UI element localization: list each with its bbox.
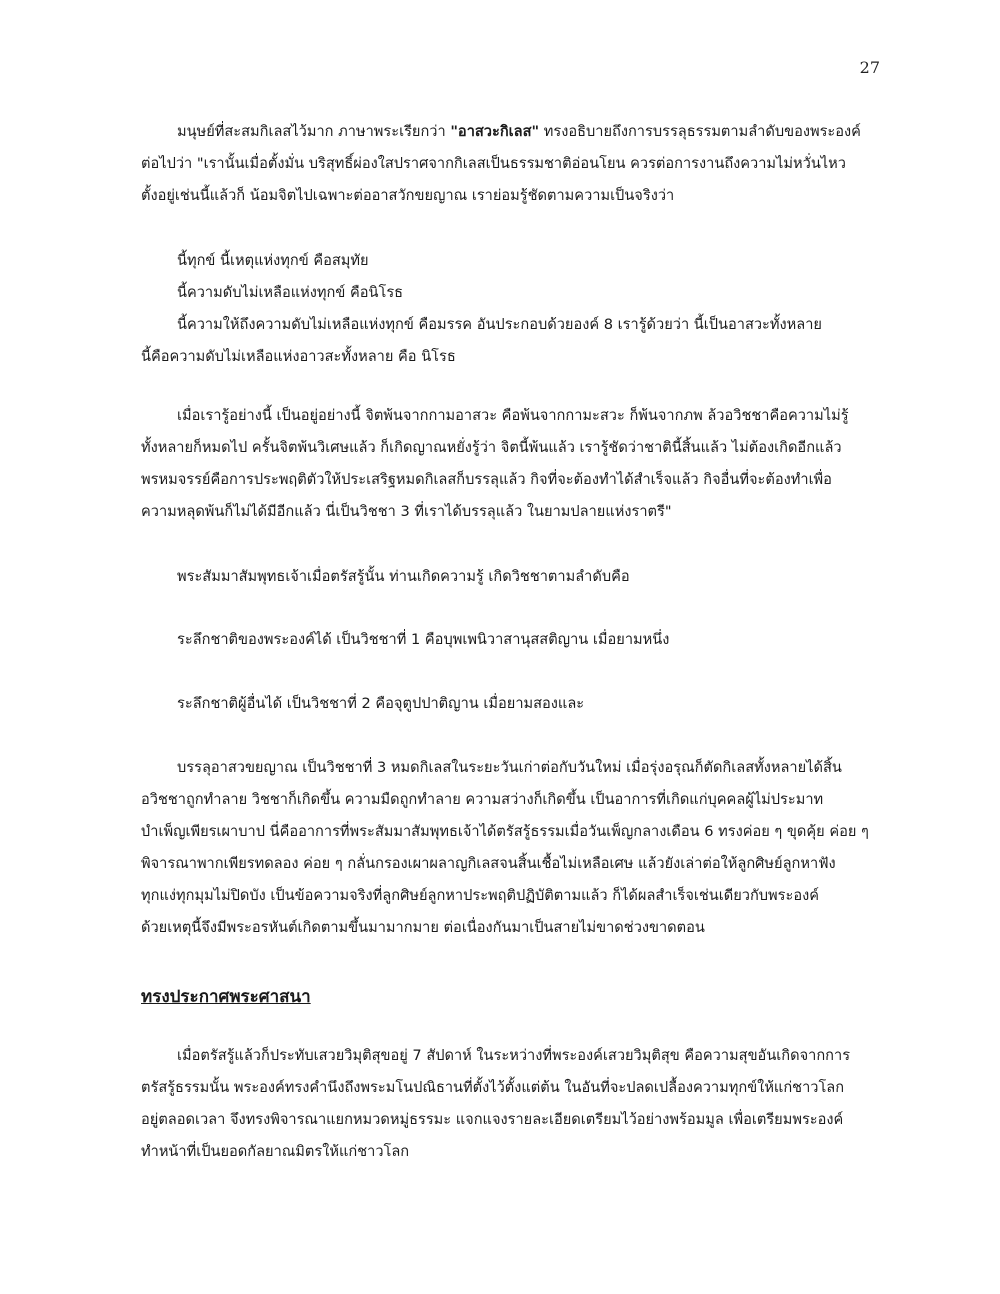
section-2-paragraph-line-3: อยู่ตลอดเวลา จึงทรงพิจารณาแยกหมวดหมู่ธรรมะ แจกแจงรายละเอียดเตรียมไว้อย่างพร้อมมูล เพื่อเตรียมพระองค์ — [141, 1111, 844, 1128]
section-2-paragraph-line-1: เมื่อตรัสรู้แล้วก็ประทับเสวยวิมุติสุขอยู่ 7 สัปดาห์ ในระหว่างที่พระองค์เสวยวิมุติสุข คือความสุขอันเกิดจากการ — [177, 1047, 851, 1064]
paragraph-2-line-1: นี้ทุกข์ นี้เหตุแห่งทุกข์ คือสมุทัย — [177, 252, 369, 269]
page-number: 27 — [859, 58, 880, 77]
paragraph-2-line-3: นี้ความให้ถึงความดับไม่เหลือแห่งทุกข์ คือมรรค อันประกอบด้วยองค์ 8 เรารู้ด้วยว่า นี้เป็นอาสวะทั้งหลาย — [177, 316, 822, 333]
paragraph-5: ระลึกชาติของพระองค์ได้ เป็นวิชชาที่ 1 คือบุพเพนิวาสานุสสติญาน เมื่อยามหนึ่ง — [177, 631, 670, 648]
paragraph-3-line-1: เมื่อเรารู้อย่างนี้ เป็นอยู่อย่างนี้ จิตพ้นจากกามอาสวะ คือพ้นจากกามะสวะ ก็พ้นจากภพ ล้วอวิชชาคือความไม่รู้ — [177, 407, 849, 424]
paragraph-6: ระลึกชาติผู้อื่นได้ เป็นวิชชาที่ 2 คือจุตูปปาติญาน เมื่อยามสองและ — [177, 695, 585, 712]
paragraph-7-line-2: อวิชชาถูกทำลาย วิชชาก็เกิดขึ้น ความมืดถูกทำลาย ความสว่างก็เกิดขึ้น เป็นอาการที่เกิดแก่บุคคลผู้ไม่ประมาท — [141, 791, 824, 808]
term-asava-kilesa: "อาสวะกิเลส" — [450, 123, 540, 140]
paragraph-7-line-4: พิจารณาพากเพียรทดลอง ค่อย ๆ กลั่นกรองเผาผลาญกิเลสจนสิ้นเชื้อไม่เหลือเศษ แล้วยังเล่าต่อให้ลูกศิษย์ลูกหาฟัง — [141, 855, 836, 872]
paragraph-7-line-6: ด้วยเหตุนี้จึงมีพระอรหันต์เกิดตามขึ้นมามากมาย ต่อเนื่องกันมาเป็นสายไม่ขาดช่วงขาดตอน — [141, 919, 705, 936]
paragraph-7-line-5: ทุกแง่ทุกมุมไม่ปิดบัง เป็นข้อความจริงที่ลูกศิษย์ลูกหาประพฤติปฏิบัติตามแล้ว ก็ได้ผลสำเร็จเช่นเดียวกับพระองค์ — [141, 887, 820, 904]
paragraph-2-line-4: นี้คือความดับไม่เหลือแห่งอาวสะทั้งหลาย คือ นิโรธ — [141, 348, 456, 365]
paragraph-1-line-3: ตั้งอยู่เช่นนี้แล้วก็ น้อมจิตไปเฉพาะต่ออาสวักขยญาณ เราย่อมรู้ชัดตามความเป็นจริงว่า — [141, 187, 675, 204]
paragraph-7-line-1: บรรลุอาสวขยญาณ เป็นวิชชาที่ 3 หมดกิเลสในระยะวันเก่าต่อกับวันใหม่ เมื่อรุ่งอรุณก็ตัดกิเลสทั้งหลายได้สิ้น — [177, 759, 842, 776]
paragraph-3-line-3: พรหมจรรย์คือการประพฤติตัวให้ประเสริฐหมดกิเลสก็บรรลุแล้ว กิจที่จะต้องทำได้สำเร็จแล้ว กิจอื่นที่จะต้องทำเพื่อ — [141, 471, 832, 488]
paragraph-1-line-2: ต่อไปว่า "เรานั้นเมื่อตั้งมั่น บริสุทธิ์ผ่องใสปราศจากกิเลสเป็นธรรมชาติอ่อนโยน ควรต่อการงานถึงความไม่หวั่นไหว — [141, 155, 846, 172]
section-heading: ทรงประกาศพระศาสนา — [141, 987, 311, 1007]
paragraph-2-line-2: นี้ความดับไม่เหลือแห่งทุกข์ คือนิโรธ — [177, 284, 404, 301]
section-2-paragraph-line-2: ตรัสรู้ธรรมนั้น พระองค์ทรงคำนึงถึงพระมโนปณิธานที่ตั้งไว้ตั้งแต่ต้น ในอันที่จะปลดเปลื้องความทุกข์ให้แก่ชาวโลก — [141, 1079, 845, 1096]
text-segment: มนุษย์ที่สะสมกิเลสไว้มาก ภาษาพระเรียกว่า — [177, 123, 451, 140]
paragraph-4: พระสัมมาสัมพุทธเจ้าเมื่อตรัสรู้นั้น ท่านเกิดความรู้ เกิดวิชชาตามลำดับคือ — [177, 568, 630, 585]
paragraph-7-line-3: บำเพ็ญเพียรเผาบาป นี่คืออาการที่พระสัมมาสัมพุทธเจ้าได้ตรัสรู้ธรรมเมื่อวันเพ็ญกลางเดือน 6 ทรงค่อย ๆ ขุดคุ้ย ค่อย ๆ — [141, 823, 869, 840]
text-segment: ทรงอธิบายถึงการบรรลุธรรมตามลำดับของพระองค์ — [539, 123, 861, 140]
section-2-paragraph-line-4: ทำหน้าที่เป็นยอดกัลยาณมิตรให้แก่ชาวโลก — [141, 1143, 410, 1160]
paragraph-1-line-1 — [177, 122, 861, 142]
paragraph-3-line-4: ความหลุดพ้นก็ไม่ได้มีอีกแล้ว นี่เป็นวิชชา 3 ที่เราได้บรรลุแล้ว ในยามปลายแห่งราตรี" — [141, 503, 672, 520]
paragraph-3-line-2: ทั้งหลายก็หมดไป ครั้นจิตพ้นวิเศษแล้ว ก็เกิดญาณหยั่งรู้ว่า จิตนี้พ้นแล้ว เรารู้ชัดว่าชาตินี้สิ้นแล้ว ไม่ต้องเกิดอีกแล้ว — [141, 439, 842, 456]
